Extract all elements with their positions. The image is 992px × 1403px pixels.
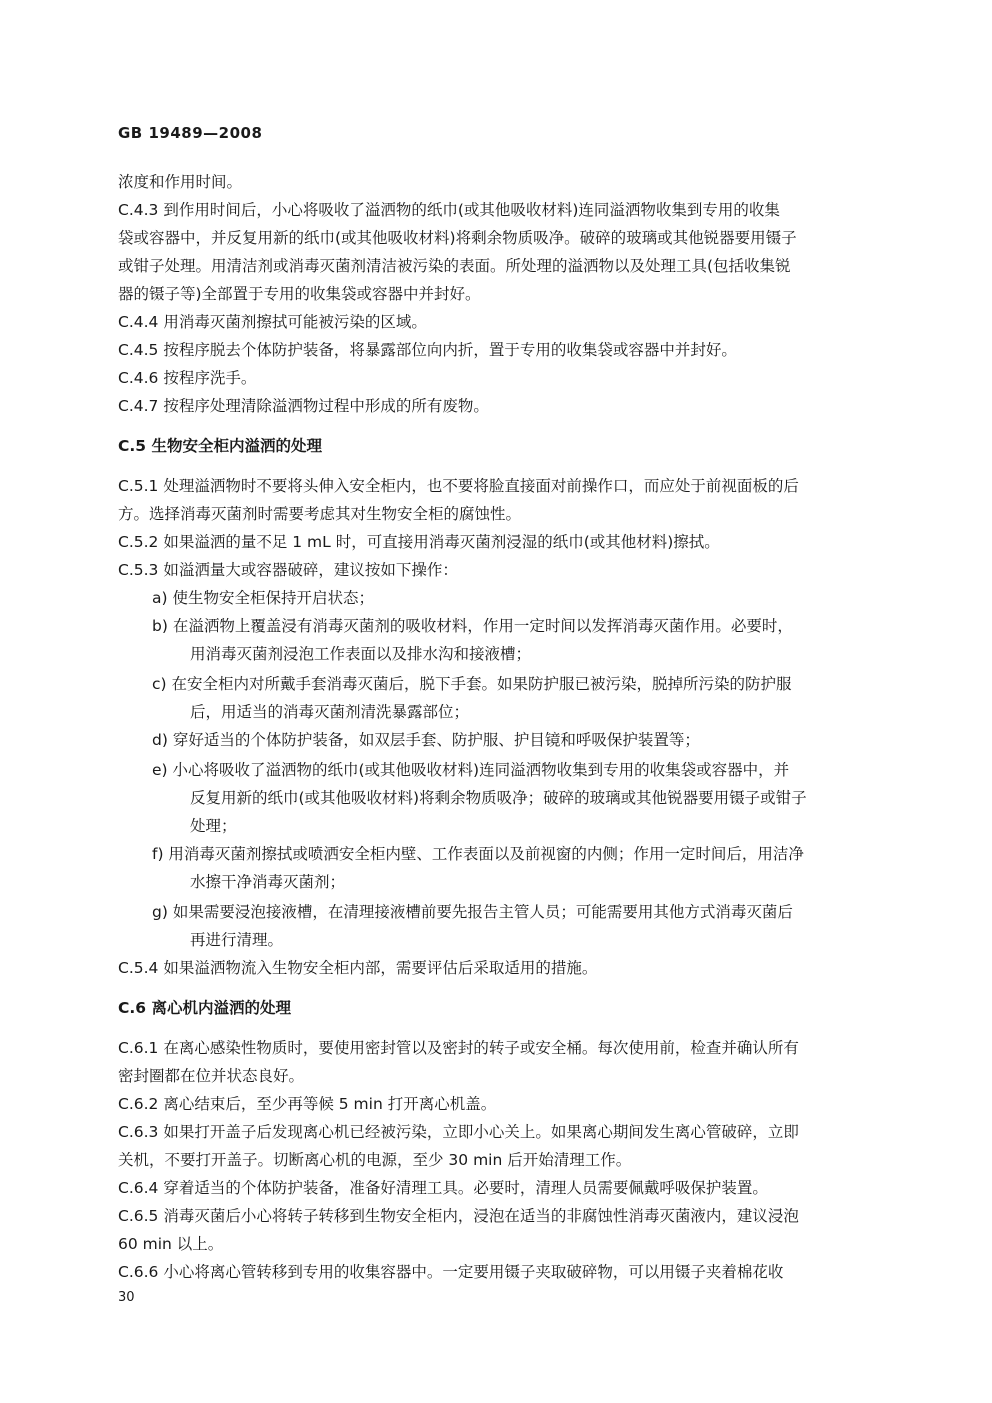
- list-item-continuation: 再进行清理。: [190, 931, 284, 949]
- text-line: C.5.4 如果溢洒物流入生物安全柜内部，需要评估后采取适用的措施。: [118, 959, 598, 977]
- text-line: 方。选择消毒灭菌剂时需要考虑其对生物安全柜的腐蚀性。: [118, 505, 522, 523]
- text-line: C.6.2 离心结束后，至少再等候 5 min 打开离心机盖。: [118, 1095, 497, 1113]
- text-line: C.4.4 用消毒灭菌剂擦拭可能被污染的区域。: [118, 313, 427, 331]
- list-item: g) 如果需要浸泡接液槽，在清理接液槽前要先报告主管人员；可能需要用其他方式消毒灭菌后: [152, 903, 793, 921]
- list-item: f) 用消毒灭菌剂擦拭或喷洒安全柜内壁、工作表面以及前视窗的内侧；作用一定时间后，用洁净: [152, 845, 804, 863]
- text-line: 60 min 以上。: [118, 1235, 224, 1253]
- text-line: C.6.6 小心将离心管转移到专用的收集容器中。一定要用镊子夹取破碎物，可以用镊子夹着棉花收: [118, 1263, 784, 1281]
- text-line: C.4.7 按程序处理清除溢洒物过程中形成的所有废物。: [118, 397, 489, 415]
- text-line: C.5.2 如果溢洒的量不足 1 mL 时，可直接用消毒灭菌剂浸湿的纸巾(或其他材料)擦拭。: [118, 533, 720, 551]
- text-line: C.4.6 按程序洗手。: [118, 369, 257, 387]
- section-heading: C.5 生物安全柜内溢洒的处理: [118, 437, 322, 455]
- text-line: C.6.1 在离心感染性物质时，要使用密封管以及密封的转子或安全桶。每次使用前，检查并确认所有: [118, 1039, 799, 1057]
- text-line: 或钳子处理。用清洁剂或消毒灭菌剂清洁被污染的表面。所处理的溢洒物以及处理工具(包括收集锐: [118, 257, 791, 275]
- standard-number-header: GB 19489—2008: [118, 124, 263, 142]
- text-line: 浓度和作用时间。: [118, 173, 243, 191]
- list-item-continuation: 反复用新的纸巾(或其他吸收材料)将剩余物质吸净；破碎的玻璃或其他锐器要用镊子或钳子: [190, 789, 807, 807]
- text-line: C.5.1 处理溢洒物时不要将头伸入安全柜内，也不要将脸直接面对前操作口，而应处于前视面板的后: [118, 477, 799, 495]
- text-line: 袋或容器中，并反复用新的纸巾(或其他吸收材料)将剩余物质吸净。破碎的玻璃或其他锐器要用镊子: [118, 229, 797, 247]
- list-item-continuation: 处理；: [190, 817, 237, 835]
- text-line: C.5.3 如溢洒量大或容器破碎，建议按如下操作：: [118, 561, 458, 579]
- list-item: d) 穿好适当的个体防护装备，如双层手套、防护服、护目镜和呼吸保护装置等；: [152, 731, 700, 749]
- text-line: 器的镊子等)全部置于专用的收集袋或容器中并封好。: [118, 285, 481, 303]
- text-line: C.6.4 穿着适当的个体防护装备，准备好清理工具。必要时，清理人员需要佩戴呼吸保护装置。: [118, 1179, 768, 1197]
- list-item: e) 小心将吸收了溢洒物的纸巾(或其他吸收材料)连同溢洒物收集到专用的收集袋或容器中，并: [152, 761, 790, 779]
- text-line: C.6.3 如果打开盖子后发现离心机已经被污染，立即小心关上。如果离心期间发生离心管破碎，立即: [118, 1123, 799, 1141]
- text-line: C.4.3 到作用时间后，小心将吸收了溢洒物的纸巾(或其他吸收材料)连同溢洒物收集到专用的收集: [118, 201, 780, 219]
- list-item: a) 使生物安全柜保持开启状态；: [152, 589, 374, 607]
- section-heading: C.6 离心机内溢洒的处理: [118, 999, 291, 1017]
- list-item-continuation: 水擦干净消毒灭菌剂；: [190, 873, 346, 891]
- list-item: c) 在安全柜内对所戴手套消毒灭菌后，脱下手套。如果防护服已被污染，脱掉所污染的防护服: [152, 675, 792, 693]
- page-number: 30: [118, 1290, 135, 1305]
- text-line: 关机，不要打开盖子。切断离心机的电源，至少 30 min 后开始清理工作。: [118, 1151, 632, 1169]
- list-item-continuation: 后，用适当的消毒灭菌剂清洗暴露部位；: [190, 703, 470, 721]
- list-item: b) 在溢洒物上覆盖浸有消毒灭菌剂的吸收材料，作用一定时间以发挥消毒灭菌作用。必要时，: [152, 617, 793, 635]
- list-item-continuation: 用消毒灭菌剂浸泡工作表面以及排水沟和接液槽；: [190, 645, 532, 663]
- text-line: C.4.5 按程序脱去个体防护装备，将暴露部位向内折，置于专用的收集袋或容器中并封好。: [118, 341, 737, 359]
- text-line: 密封圈都在位并状态良好。: [118, 1067, 305, 1085]
- text-line: C.6.5 消毒灭菌后小心将转子转移到生物安全柜内，浸泡在适当的非腐蚀性消毒灭菌液内，建议浸泡: [118, 1207, 799, 1225]
